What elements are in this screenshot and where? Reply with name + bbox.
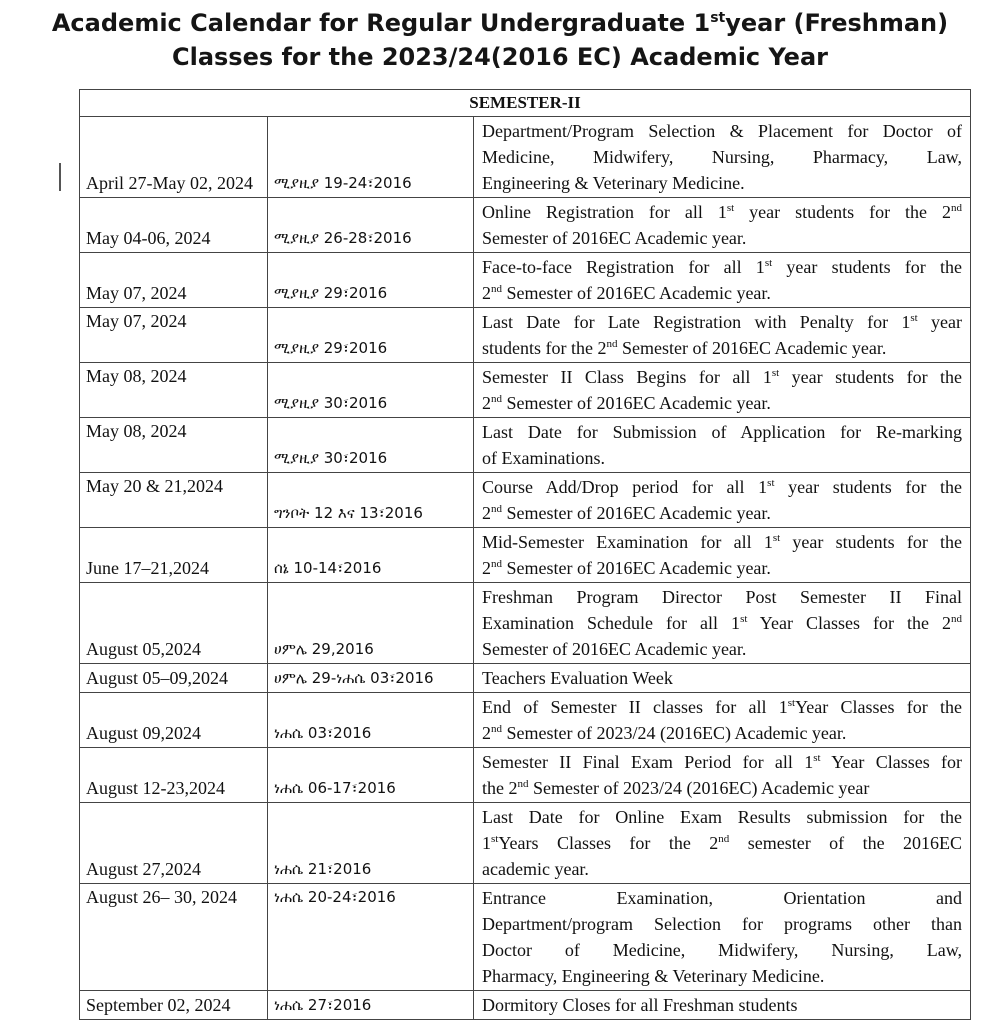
table-row <box>80 308 971 363</box>
table-row <box>80 803 971 884</box>
activity-description <box>474 583 971 664</box>
activity-description <box>474 884 971 991</box>
gregorian-date: August 05,2024 <box>80 583 268 664</box>
gregorian-date: August 09,2024 <box>80 693 268 748</box>
description-line: End of Semester II classes for all 1stYear Classes for the <box>482 697 963 717</box>
ethiopian-date: ነሐሴ 21፣2016 <box>268 803 474 884</box>
description-line: Semester II Class Begins for all 1st year students for the <box>482 367 963 387</box>
gregorian-date: May 08, 2024 <box>80 418 268 473</box>
table-row <box>80 363 971 418</box>
activity-description <box>474 664 971 693</box>
description-line: Department/Program Selection & Placement for Doctor of <box>482 121 963 141</box>
description-line: Online Registration for all 1st year students for the 2nd <box>482 202 963 222</box>
activity-description <box>474 803 971 884</box>
table-row <box>80 117 971 198</box>
ethiopian-date: ሚያዚያ 30፣2016 <box>268 363 474 418</box>
description-line: Dormitory Closes for all Freshman students <box>482 995 798 1015</box>
description-line: Face-to-face Registration for all 1st year students for the <box>482 257 963 277</box>
description-line: the 2nd Semester of 2023/24 (2016EC) Academic year <box>482 778 870 798</box>
description-line: Freshman Program Director Post Semester II Final <box>482 587 963 607</box>
activity-description <box>474 198 971 253</box>
activity-description <box>474 363 971 418</box>
ethiopian-date: ሀምሌ 29,2016 <box>268 583 474 664</box>
gregorian-date: August 26– 30, 2024 <box>80 884 268 991</box>
description-line: Last Date for Late Registration with Penalty for 1st year <box>482 312 963 332</box>
ethiopian-date: ሰኔ 10-14፣2016 <box>268 528 474 583</box>
gregorian-date: May 20 & 21,2024 <box>80 473 268 528</box>
description-line: Doctor of Medicine, Midwifery, Nursing, Law, <box>482 940 963 960</box>
semester-header-row <box>80 90 971 117</box>
gregorian-date: August 27,2024 <box>80 803 268 884</box>
description-line: Semester II Final Exam Period for all 1st Year Classes for <box>482 752 963 772</box>
ethiopian-date: ነሐሴ 20-24፣2016 <box>268 884 474 991</box>
table-row <box>80 473 971 528</box>
gregorian-date: September 02, 2024 <box>80 991 268 1020</box>
description-line: of Examinations. <box>482 448 605 468</box>
description-line: 1stYears Classes for the 2nd semester of the 2016EC <box>482 833 963 853</box>
activity-description <box>474 693 971 748</box>
ethiopian-date: ሚያዚያ 26-28፣2016 <box>268 198 474 253</box>
description-line: Last Date for Online Exam Results submission for the <box>482 807 963 827</box>
title-line-1: Academic Calendar for Regular Undergraduate 1styear (Freshman) <box>51 9 949 37</box>
description-line: Last Date for Submission of Application for Re-marking <box>482 422 963 442</box>
description-line: Semester of 2016EC Academic year. <box>482 639 747 659</box>
activity-description <box>474 991 971 1020</box>
ethiopian-date: ነሐሴ 27፣2016 <box>268 991 474 1020</box>
ethiopian-date: ሚያዚያ 30፣2016 <box>268 418 474 473</box>
activity-description <box>474 418 971 473</box>
gregorian-date: May 07, 2024 <box>80 308 268 363</box>
table-row <box>80 198 971 253</box>
description-line: Pharmacy, Engineering & Veterinary Medicine. <box>482 966 825 986</box>
description-line: Examination Schedule for all 1st Year Classes for the 2nd <box>482 613 963 633</box>
ethiopian-date: ግንቦት 12 እና 13፣2016 <box>268 473 474 528</box>
description-line: students for the 2nd Semester of 2016EC Academic year. <box>482 338 887 358</box>
description-line: Semester of 2016EC Academic year. <box>482 228 747 248</box>
table-row <box>80 528 971 583</box>
activity-description <box>474 528 971 583</box>
ethiopian-date: ሚያዚያ 29፣2016 <box>268 308 474 363</box>
table-row <box>80 664 971 693</box>
ethiopian-date: ነሐሴ 06-17፣2016 <box>268 748 474 803</box>
description-line: Mid-Semester Examination for all 1st year students for the <box>482 532 963 552</box>
activity-description <box>474 117 971 198</box>
ethiopian-date: ነሐሴ 03፣2016 <box>268 693 474 748</box>
table-row <box>80 253 971 308</box>
calendar-table <box>79 89 971 1020</box>
gregorian-date: May 07, 2024 <box>80 253 268 308</box>
activity-description <box>474 473 971 528</box>
gregorian-date: June 17–21,2024 <box>80 528 268 583</box>
ethiopian-date: ሚያዚያ 19-24፣2016 <box>268 117 474 198</box>
description-line: Teachers Evaluation Week <box>482 668 673 688</box>
table-row <box>80 991 971 1020</box>
margin-mark <box>59 163 61 191</box>
document-title <box>0 6 1000 74</box>
gregorian-date: May 04-06, 2024 <box>80 198 268 253</box>
description-line: Department/program Selection for programs other than <box>482 914 963 934</box>
gregorian-date: April 27-May 02, 2024 <box>80 117 268 198</box>
description-line: Engineering & Veterinary Medicine. <box>482 173 745 193</box>
description-line: 2nd Semester of 2023/24 (2016EC) Academic year. <box>482 723 847 743</box>
semester-header: SEMESTER-II <box>80 90 971 117</box>
description-line: Course Add/Drop period for all 1st year students for the <box>482 477 963 497</box>
activity-description <box>474 253 971 308</box>
activity-description <box>474 748 971 803</box>
gregorian-date: August 05–09,2024 <box>80 664 268 693</box>
activity-description <box>474 308 971 363</box>
description-line: academic year. <box>482 859 589 879</box>
gregorian-date: August 12-23,2024 <box>80 748 268 803</box>
description-line: Entrance Examination, Orientation and <box>482 888 963 908</box>
description-line: 2nd Semester of 2016EC Academic year. <box>482 393 771 413</box>
table-row <box>80 748 971 803</box>
table-row <box>80 884 971 991</box>
description-line: 2nd Semester of 2016EC Academic year. <box>482 283 771 303</box>
title-line-2: Classes for the 2023/24(2016 EC) Academic Year <box>171 43 828 71</box>
ethiopian-date: ሚያዚያ 29፣2016 <box>268 253 474 308</box>
description-line: 2nd Semester of 2016EC Academic year. <box>482 558 771 578</box>
gregorian-date: May 08, 2024 <box>80 363 268 418</box>
description-line: Medicine, Midwifery, Nursing, Pharmacy, Law, <box>482 147 963 167</box>
table-row <box>80 418 971 473</box>
table-row <box>80 693 971 748</box>
table-row <box>80 583 971 664</box>
ethiopian-date: ሀምሌ 29-ነሐሴ 03፣2016 <box>268 664 474 693</box>
description-line: 2nd Semester of 2016EC Academic year. <box>482 503 771 523</box>
